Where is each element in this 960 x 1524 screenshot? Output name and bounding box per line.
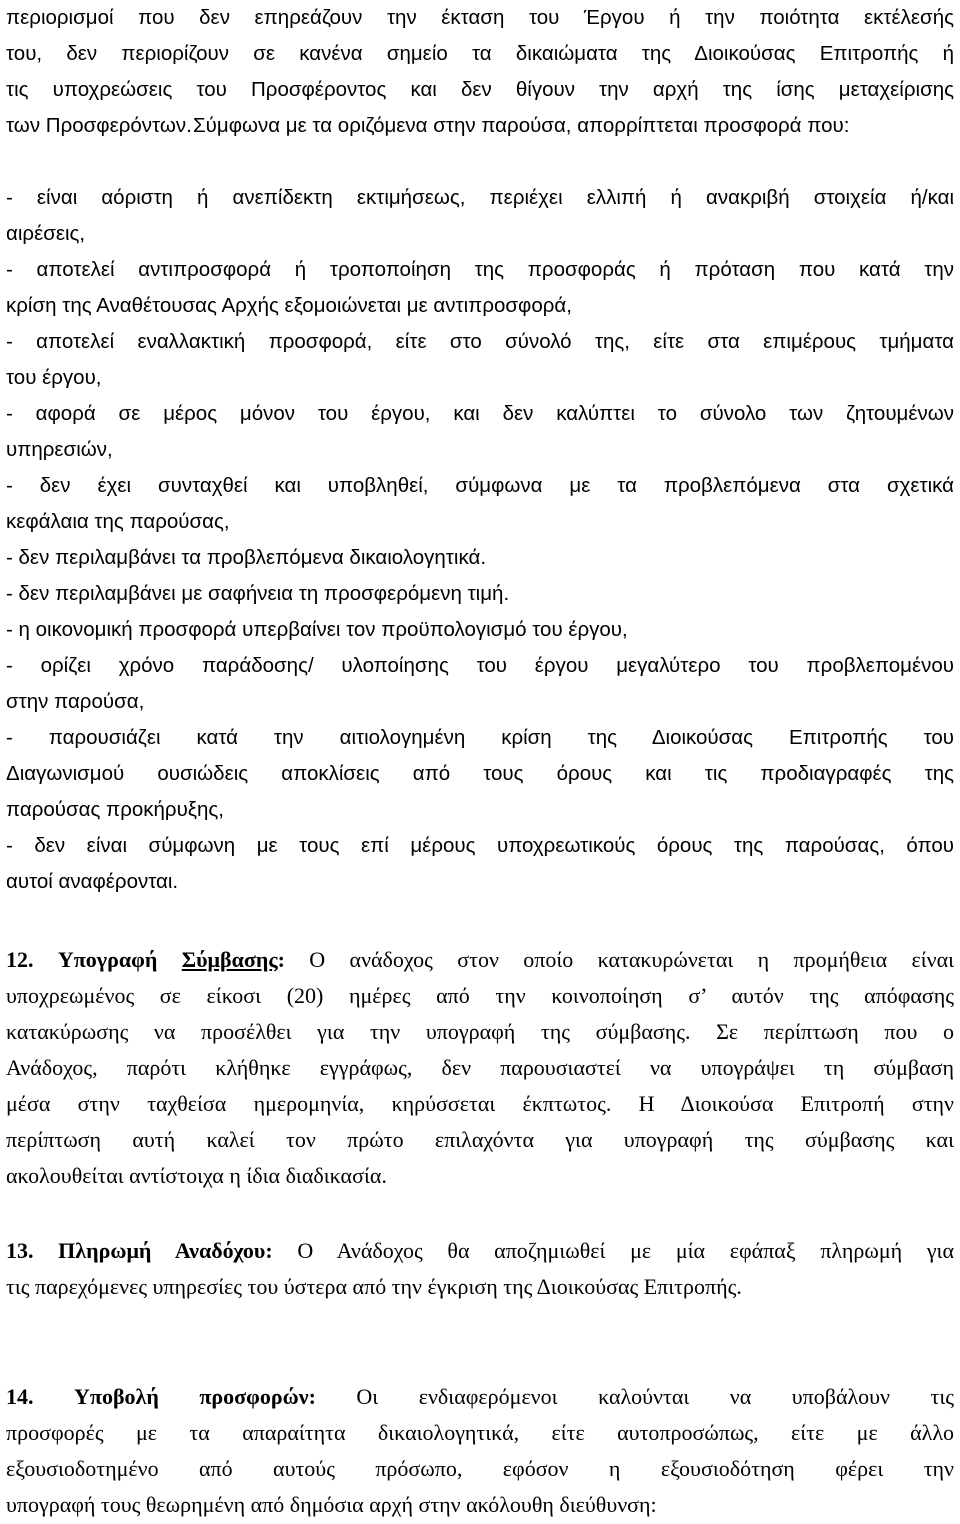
section-14-line: προσφορές με τα απαραίτητα δικαιολογητικά, είτε αυτοπροσώπως, είτε με άλλο (6, 1420, 954, 1445)
rejection-line: αυτοί αναφέρονται. (6, 870, 179, 893)
intro-line: τις υποχρεώσεις του Προσφέροντος και δεν θίγουν την αρχή της ίσης μεταχείρισης (6, 78, 954, 101)
intro-line: περιορισμοί που δεν επηρεάζουν την έκταση του Έργου ή την ποιότητα εκτέλεσής (6, 6, 954, 29)
rejection-line: παρούσας προκήρυξης, (6, 798, 224, 821)
section-12-line: περίπτωση αυτή καλεί τον πρώτο επιλαχόντα για υπογραφή της σύμβασης και (6, 1127, 954, 1152)
section-12-line: κατακύρωσης να προσέλθει για την υπογραφή της σύμβασης. Σε περίπτωση που ο (6, 1019, 954, 1044)
rejection-line: - δεν περιλαμβάνει τα προβλεπόμενα δικαιολογητικά. (6, 546, 487, 569)
section-14-text: Οι ενδιαφερόμενοι καλούνται να υποβάλουν τις (315, 1384, 954, 1409)
section-14-heading: Υποβολή προσφορών: (74, 1384, 316, 1409)
rejection-line: αιρέσεις, (6, 222, 86, 245)
rejection-line: στην παρούσα, (6, 690, 145, 713)
section-13-line: τις παρεχόμενες υπηρεσίες του ύστερα από την έγκριση της Διοικούσας Επιτροπής. (6, 1274, 742, 1299)
section-12-text: Ο ανάδοχος στον οποίο κατακυρώνεται η προμήθεια είναι (284, 947, 955, 972)
section-12-line: υποχρεωμένος σε είκοσι (20) ημέρες από την κοινοποίηση σ’ αυτόν της απόφασης (6, 983, 954, 1008)
section-12-line: ακολουθείται αντίστοιχα η ίδια διαδικασία. (6, 1163, 387, 1188)
rejection-line: - δεν περιλαμβάνει με σαφήνεια τη προσφερόμενη τιμή. (6, 582, 510, 605)
section-13-first-line (6, 1233, 954, 1269)
section-12-first-line (6, 942, 954, 978)
section-12-number: 12. (6, 947, 34, 972)
section-12-heading-b: Σύμβασης (181, 947, 278, 972)
rejection-line: - αποτελεί αντιπροσφορά ή τροποποίηση της προσφοράς ή πρόταση που κατά την (6, 258, 954, 281)
section-14-line: υπογραφή τους θεωρημένη από δημόσια αρχή στην ακόλουθη διεύθυνση: (6, 1492, 657, 1517)
section-13-text: Ο Ανάδοχος θα αποζημιωθεί με μία εφάπαξ πληρωμή για (272, 1238, 954, 1263)
section-13-number: 13. (6, 1238, 34, 1263)
intro-line: του, δεν περιορίζουν σε κανένα σημείο τα δικαιώματα της Διοικούσας Επιτροπής ή (6, 42, 954, 65)
rejection-line: κρίση της Αναθέτουσας Αρχής εξομοιώνεται με αντιπροσφορά, (6, 294, 572, 317)
section-14-line: εξουσιοδοτημένο από αυτούς πρόσωπο, εφόσον η εξουσιοδότηση φέρει την (6, 1456, 954, 1481)
rejection-line: - παρουσιάζει κατά την αιτιολογημένη κρίση της Διοικούσας Επιτροπής του (6, 726, 954, 749)
section-12-line: μέσα στην ταχθείσα ημερομηνία, κηρύσσεται έκπτωτος. Η Διοικούσα Επιτροπή στην (6, 1091, 954, 1116)
rejection-line: Διαγωνισμού ουσιώδεις αποκλίσεις από τους όρους και τις προδιαγραφές της (6, 762, 954, 785)
rejection-line: - αφορά σε μέρος μόνον του έργου, και δεν καλύπτει το σύνολο των ζητουμένων (6, 402, 954, 425)
section-12-line: Ανάδοχος, παρότι κλήθηκε εγγράφως, δεν παρουσιαστεί να υπογράψει τη σύμβαση (6, 1055, 954, 1080)
section-12-colon: : (277, 947, 285, 972)
section-14-first-line (6, 1379, 954, 1415)
rejection-line: - είναι αόριστη ή ανεπίδεκτη εκτιμήσεως, περιέχει ελλιπή ή ανακριβή στοιχεία ή/και (6, 186, 954, 209)
rejection-line: - δεν είναι σύμφωνη με τους επί μέρους υποχρεωτικούς όρους της παρούσας, όπου (6, 834, 954, 857)
section-14-number: 14. (6, 1384, 34, 1409)
rejection-line: υπηρεσιών, (6, 438, 113, 461)
rejection-line: του έργου, (6, 366, 102, 389)
rejection-line: - δεν έχει συνταχθεί και υποβληθεί, σύμφωνα με τα προβλεπόμενα στα σχετικά (6, 474, 954, 497)
section-13-heading: Πληρωμή Αναδόχου: (58, 1238, 273, 1263)
intro-line: των Προσφερόντων. (6, 114, 192, 137)
section-12-heading-a: Υπογραφή (57, 947, 158, 972)
rejection-line: κεφάλαια της παρούσας, (6, 510, 230, 533)
rejection-intro: Σύμφωνα με τα οριζόμενα στην παρούσα, απορρίπτεται προσφορά που: (193, 114, 850, 137)
rejection-line: - αποτελεί εναλλακτική προσφορά, είτε στο σύνολό της, είτε στα επιμέρους τμήματα (6, 330, 954, 353)
rejection-line: - η οικονομική προσφορά υπερβαίνει τον προϋπολογισμό του έργου, (6, 618, 628, 641)
rejection-line: - ορίζει χρόνο παράδοσης/ υλοποίησης του έργου μεγαλύτερο του προβλεπομένου (6, 654, 954, 677)
